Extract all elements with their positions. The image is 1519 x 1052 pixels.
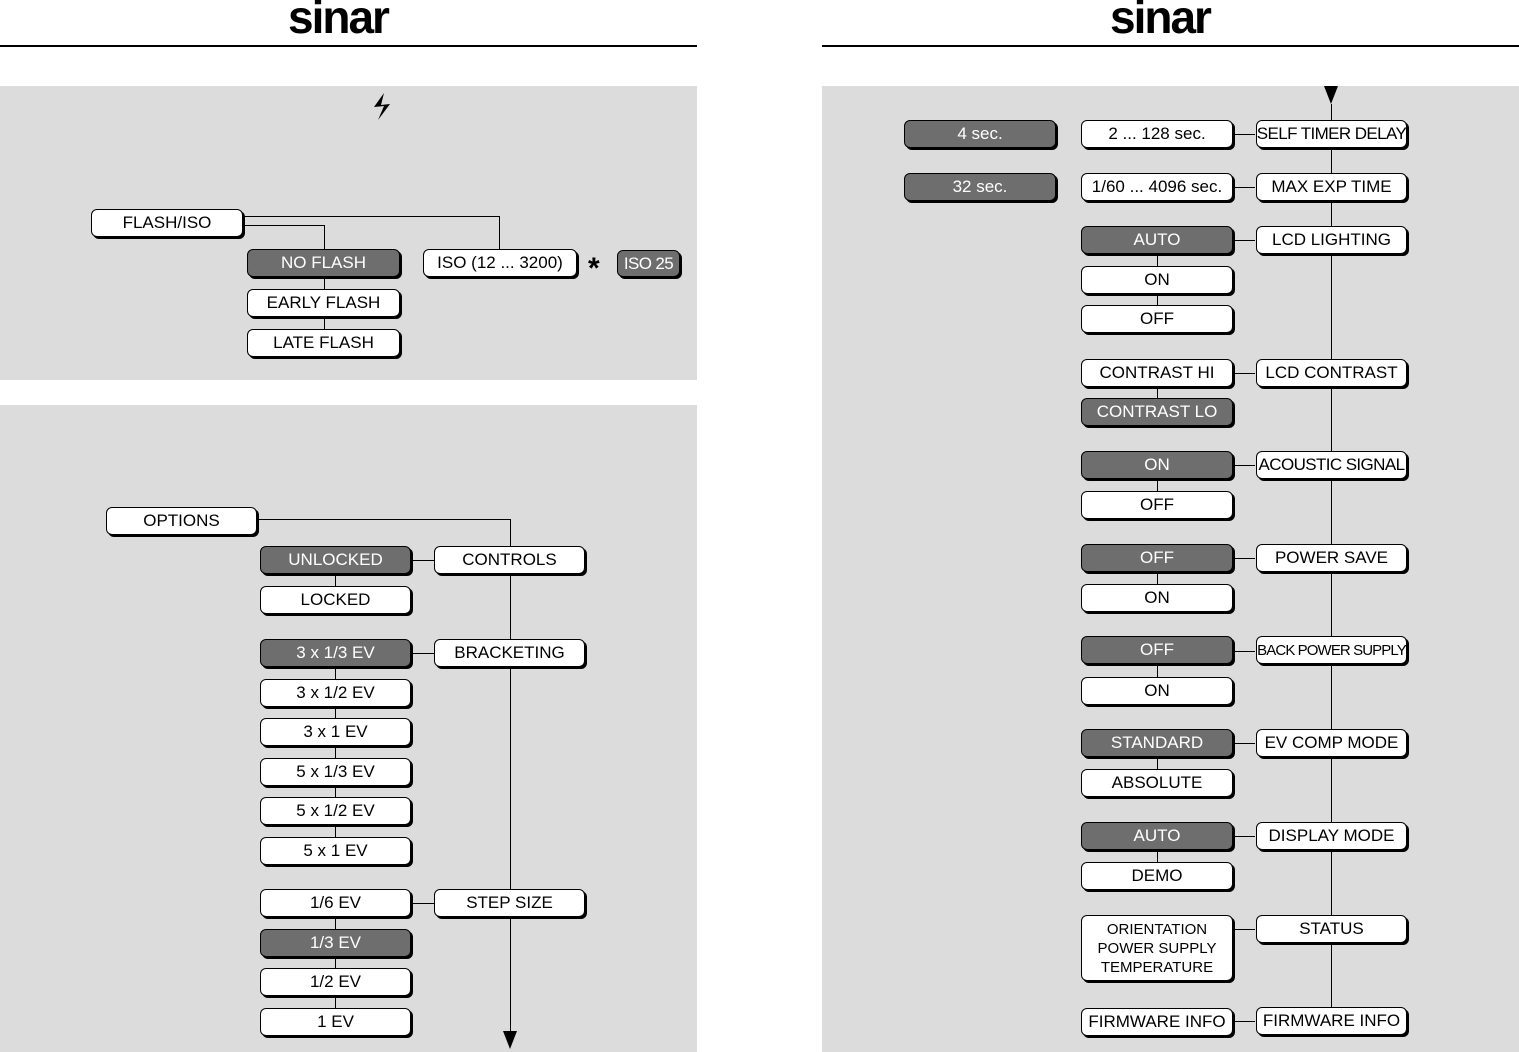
connector — [244, 225, 324, 226]
connector — [1233, 836, 1255, 837]
connector — [1233, 1021, 1255, 1022]
ev-comp-mode-option[interactable]: ABSOLUTE — [1081, 769, 1233, 797]
acoustic-signal-menu[interactable]: ACOUSTIC SIGNAL — [1256, 451, 1407, 479]
connector — [412, 560, 434, 561]
connector — [1233, 240, 1255, 241]
flash-icon — [370, 92, 400, 122]
options-menu[interactable]: OPTIONS — [106, 507, 257, 535]
back-power-supply-option[interactable]: ON — [1081, 677, 1233, 705]
sinar-logo-left: sinar — [288, 0, 388, 43]
bracketing-option[interactable]: 3 x 1 EV — [260, 718, 411, 746]
bracketing-option[interactable]: 3 x 1/2 EV — [260, 679, 411, 707]
step-size-menu[interactable]: STEP SIZE — [434, 889, 585, 917]
arrow-down-icon — [1324, 86, 1338, 104]
max-exp-time-menu[interactable]: MAX EXP TIME — [1256, 173, 1407, 201]
acoustic-signal-option[interactable]: ON — [1081, 451, 1233, 479]
status-power-supply: POWER SUPPLY — [1097, 939, 1217, 957]
connector — [1233, 373, 1255, 374]
step-size-option[interactable]: 1 EV — [260, 1008, 411, 1036]
default-marker: * — [588, 252, 600, 285]
lcd-lighting-option[interactable]: OFF — [1081, 305, 1233, 333]
lcd-contrast-option[interactable]: CONTRAST LO — [1081, 398, 1233, 426]
bracketing-menu[interactable]: BRACKETING — [434, 639, 585, 667]
step-size-option[interactable]: 1/2 EV — [260, 968, 411, 996]
bracketing-option[interactable]: 5 x 1/2 EV — [260, 797, 411, 825]
acoustic-signal-option[interactable]: OFF — [1081, 491, 1233, 519]
display-mode-menu[interactable]: DISPLAY MODE — [1256, 822, 1407, 850]
lcd-contrast-menu[interactable]: LCD CONTRAST — [1256, 359, 1407, 387]
options-trunk-line — [510, 519, 511, 1031]
ev-comp-mode-option[interactable]: STANDARD — [1081, 729, 1233, 757]
connector — [1233, 651, 1255, 652]
max-exp-range-option[interactable]: 1/60 ... 4096 sec. — [1081, 173, 1233, 201]
firmware-info-option[interactable]: FIRMWARE INFO — [1081, 1008, 1233, 1036]
no-flash-option[interactable]: NO FLASH — [247, 249, 400, 277]
connector — [1233, 134, 1255, 135]
firmware-info-menu[interactable]: FIRMWARE INFO — [1256, 1007, 1407, 1035]
unlocked-option[interactable]: UNLOCKED — [260, 546, 411, 574]
lcd-contrast-option[interactable]: CONTRAST HI — [1081, 359, 1233, 387]
max-exp-default-value: 32 sec. — [904, 173, 1056, 201]
power-save-option[interactable]: OFF — [1081, 544, 1233, 572]
power-save-option[interactable]: ON — [1081, 584, 1233, 612]
controls-menu[interactable]: CONTROLS — [434, 546, 585, 574]
connector — [258, 519, 510, 520]
lcd-lighting-option[interactable]: AUTO — [1081, 226, 1233, 254]
power-save-menu[interactable]: POWER SAVE — [1256, 544, 1407, 572]
bracketing-option[interactable]: 5 x 1 EV — [260, 837, 411, 865]
iso-default-value: ISO 25 — [617, 250, 680, 277]
connector — [412, 903, 434, 904]
status-temperature: TEMPERATURE — [1100, 958, 1214, 976]
flash-iso-menu[interactable]: FLASH/ISO — [91, 209, 243, 237]
early-flash-option[interactable]: EARLY FLASH — [247, 289, 400, 317]
late-flash-option[interactable]: LATE FLASH — [247, 329, 400, 357]
status-menu[interactable]: STATUS — [1256, 915, 1407, 943]
bracketing-option[interactable]: 3 x 1/3 EV — [260, 639, 411, 667]
connector — [324, 225, 325, 250]
ev-comp-mode-menu[interactable]: EV COMP MODE — [1256, 729, 1407, 757]
bracketing-option[interactable]: 5 x 1/3 EV — [260, 758, 411, 786]
self-timer-default-value: 4 sec. — [904, 120, 1056, 148]
connector — [1233, 929, 1255, 930]
locked-option[interactable]: LOCKED — [260, 586, 411, 614]
connector — [499, 216, 500, 249]
connector — [1233, 743, 1255, 744]
connector — [1233, 187, 1255, 188]
connector — [412, 653, 434, 654]
lcd-lighting-option[interactable]: ON — [1081, 266, 1233, 294]
status-info-box — [1081, 915, 1233, 981]
step-size-option[interactable]: 1/3 EV — [260, 929, 411, 957]
iso-range-option[interactable]: ISO (12 ... 3200) — [423, 249, 577, 277]
step-size-option[interactable]: 1/6 EV — [260, 889, 411, 917]
display-mode-option[interactable]: DEMO — [1081, 862, 1233, 890]
connector — [1233, 465, 1255, 466]
self-timer-range-option[interactable]: 2 ... 128 sec. — [1081, 120, 1233, 148]
connector — [244, 216, 500, 217]
self-timer-delay-menu[interactable]: SELF TIMER DELAY — [1256, 120, 1407, 148]
arrow-down-icon — [503, 1031, 517, 1049]
sinar-logo-right: sinar — [1110, 0, 1210, 43]
connector — [1157, 664, 1158, 678]
header-rule-right — [822, 45, 1519, 47]
display-mode-option[interactable]: AUTO — [1081, 822, 1233, 850]
back-power-supply-option[interactable]: OFF — [1081, 636, 1233, 664]
connector — [1233, 558, 1255, 559]
lcd-lighting-menu[interactable]: LCD LIGHTING — [1256, 226, 1407, 254]
header-rule-left — [0, 45, 697, 47]
status-orientation: ORIENTATION — [1106, 920, 1208, 938]
back-power-supply-menu[interactable]: BACK POWER SUPPLY — [1256, 636, 1407, 664]
